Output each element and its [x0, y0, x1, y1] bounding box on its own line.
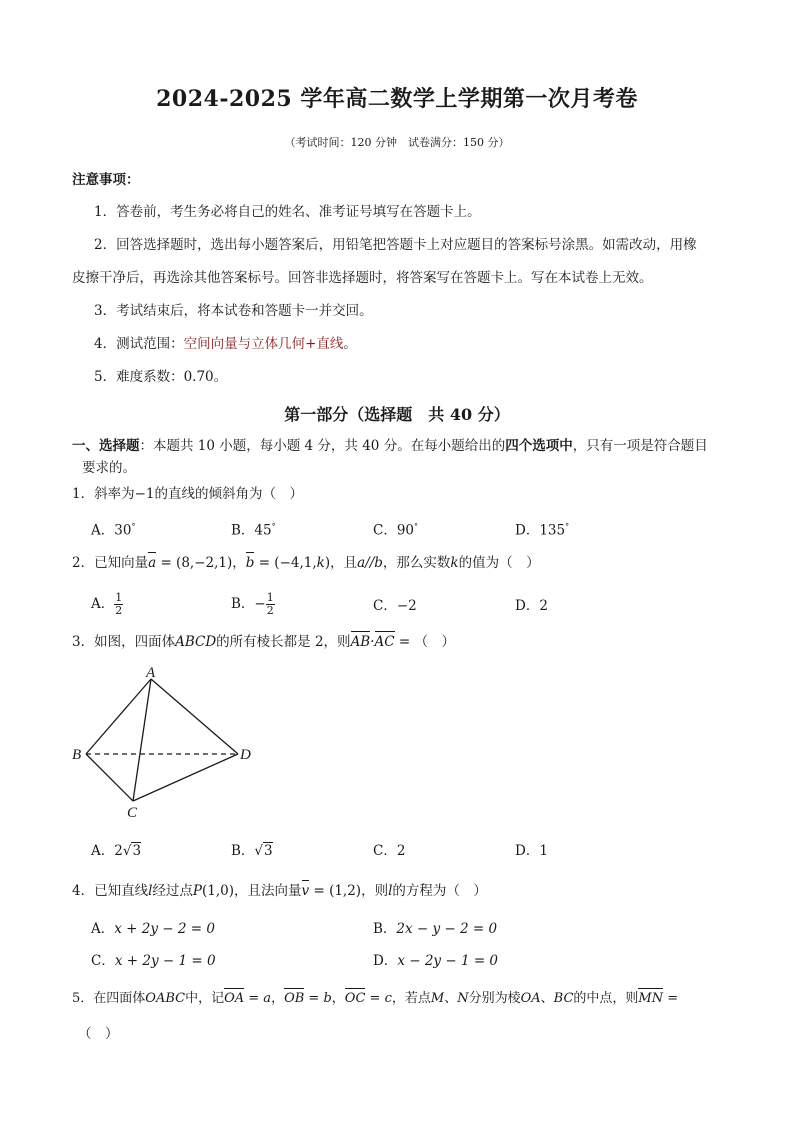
separator: 、	[540, 991, 554, 1006]
notice-item-5: 5．难度系数：0.70。	[94, 369, 228, 385]
question-3-option-b	[231, 842, 273, 860]
degree-mark: °	[271, 522, 276, 531]
point-p: P	[192, 883, 203, 899]
notice-item-4	[94, 335, 357, 353]
q4-a-label: A．	[91, 921, 115, 937]
notice-item-3: 3．考试结束后，将本试卷和答题卡一并交回。	[94, 303, 373, 319]
question-2-option-b	[231, 592, 275, 617]
q4-d-label: D．	[373, 953, 398, 969]
q5-eq: =	[663, 991, 679, 1006]
exam-title: 2024-2025 学年高二数学上学期第一次月考卷	[156, 86, 638, 112]
question-4-option-a	[91, 920, 215, 938]
edge-cd	[133, 754, 238, 801]
q1-c-text: C．90	[373, 522, 415, 539]
q4-d-eq: x − 2y − 1 = 0	[397, 953, 499, 969]
numerator: 1	[266, 591, 274, 604]
question-2-option-c: C．−2	[373, 598, 417, 614]
test-range: 空间向量与立体几何+直线	[183, 336, 344, 352]
numerator: 1	[115, 591, 123, 604]
point-m: M	[430, 991, 445, 1006]
q1-b-text: B．45	[231, 522, 272, 539]
vertex-label-b: B	[72, 747, 82, 763]
question-4-option-b	[373, 920, 497, 938]
intro-part-b: ：本题共 10 小题，每小题 4 分，共 40 分。在每小题给出的	[139, 438, 506, 454]
section-intro-cont: 要求的。	[82, 460, 136, 476]
intro-part-d: ，只有一项是符合题目	[572, 438, 708, 454]
q4-c-label: C．	[91, 953, 115, 969]
vector-ob: OB	[284, 991, 305, 1006]
q5-part: 的中点，则	[573, 991, 639, 1006]
question-4-option-d	[373, 952, 498, 970]
q1-a-text: A．30	[91, 522, 132, 539]
q4-c-eq: x + 2y − 1 = 0	[114, 953, 216, 969]
question-3-option-d: D．1	[515, 843, 548, 859]
vertex-label-c: C	[127, 805, 138, 821]
notice-item-2: 2．回答选择题时，选出每小题答案后，用铅笔把答题卡上对应题目的答案标号涂黑。如需改动，用橡	[94, 237, 697, 253]
q5-eq: = c	[365, 991, 392, 1006]
question-4-option-c	[91, 952, 216, 970]
q4-part: ，且法向量	[234, 883, 302, 899]
notice-item-2-cont: 皮擦干净后，再选涂其他答案标号。回答非选择题时，将答案写在答题卡上。写在本试卷上无效。	[72, 270, 653, 286]
q4-b-label: B．	[373, 921, 397, 937]
q3-a-label: A．2	[91, 843, 123, 859]
q4-a-eq: x + 2y − 2 = 0	[114, 921, 215, 937]
point-n: N	[457, 991, 469, 1006]
vector-ab: AB	[350, 634, 371, 650]
q2-b-label: B．−	[231, 596, 266, 612]
question-1-option-b	[231, 518, 276, 540]
question-4-stem	[72, 882, 487, 900]
q4-part: 的方程为（ ）	[392, 883, 487, 899]
question-3-option-a	[91, 842, 141, 860]
vector-mn: MN	[638, 991, 664, 1006]
q2-part: )，且	[324, 555, 358, 571]
dot-operator: ·	[370, 634, 375, 650]
q4-b-eq: 2x − y − 2 = 0	[396, 921, 498, 937]
notice-item-4-end: 。	[343, 336, 357, 352]
parallel-expr: a//b	[357, 555, 383, 571]
q2-part: = (−4,1,	[254, 555, 317, 571]
degree-mark: °	[565, 522, 570, 531]
question-5-paren: （ ）	[78, 1026, 119, 1042]
radicand: 3	[264, 843, 273, 859]
edge-bc: BC	[553, 991, 574, 1006]
degree-mark: °	[414, 522, 419, 531]
question-1-option-a	[91, 518, 135, 540]
q4-part: = (1,2)，则	[309, 883, 389, 899]
q2-a-label: A．	[91, 596, 115, 612]
q3-b-label: B．	[231, 843, 255, 859]
q4-part: 4．已知直线	[72, 883, 149, 899]
exam-subtitle: （考试时间：120 分钟 试卷满分：150 分）	[284, 136, 510, 149]
sqrt-sign: √	[254, 843, 264, 859]
notice-item-1: 1．答卷前，考生务必将自己的姓名、准考证号填写在答题卡上。	[94, 204, 481, 220]
edge-ad	[151, 679, 238, 754]
q2-part: ，那么实数	[382, 555, 451, 571]
section-title: 第一部分（选择题 共 40 分）	[284, 405, 510, 424]
q5-part: 中，记	[185, 991, 225, 1006]
q3-part: 3．如图，四面体	[72, 634, 176, 650]
edge-oa: OA	[520, 991, 541, 1006]
question-1-option-c	[373, 518, 418, 540]
denominator: 2	[266, 604, 274, 617]
notice-item-4-label: 4．测试范围：	[94, 336, 184, 352]
q5-part: 5．在四面体	[72, 991, 146, 1006]
intro-part-c: 四个选项中	[505, 438, 573, 454]
question-3-stem	[72, 633, 455, 651]
degree-mark: °	[131, 522, 136, 531]
vector-oc: OC	[344, 991, 366, 1006]
question-1-stem: 1．斜率为−1的直线的倾斜角为（ ）	[72, 486, 303, 502]
tetrahedron-name: ABCD	[175, 634, 217, 650]
vector-b: b	[245, 555, 255, 571]
denominator: 2	[115, 604, 123, 617]
radicand: 3	[132, 843, 142, 859]
question-2-option-d: D．2	[515, 598, 548, 614]
q2-part: 2．已知向量	[72, 555, 149, 571]
tetrahedron-name: OABC	[145, 991, 186, 1006]
vertex-label-d: D	[240, 747, 251, 763]
vector-ac: AC	[374, 634, 395, 650]
point-coords: (1,0)	[202, 883, 235, 899]
vector-a: a	[148, 555, 157, 571]
line-l: l	[148, 883, 153, 899]
sqrt-sign: √	[122, 843, 132, 859]
q3-part: 的所有棱长都是 2，则	[216, 634, 351, 650]
q4-part: 经过点	[152, 883, 193, 899]
q5-eq: = a	[244, 991, 272, 1006]
q5-part: ，若点	[391, 991, 431, 1006]
fraction	[266, 592, 275, 617]
q1-d-text: D．135	[515, 522, 566, 539]
var-k: k	[316, 555, 325, 571]
tetrahedron-figure	[68, 665, 268, 825]
q3-part: = （ ）	[394, 634, 456, 650]
separator: 、	[444, 991, 458, 1006]
intro-part-a: 一、选择题	[72, 438, 140, 454]
edge-bc	[86, 754, 133, 801]
question-2-option-a	[91, 592, 123, 617]
question-5-stem: 5．在四面体OABC中，记OA = a，OB = b，OC = c，若点M、N分别为棱OA、BC的中点，则MN =	[72, 991, 679, 1006]
line-l: l	[388, 883, 393, 899]
question-3-option-c: C．2	[373, 843, 406, 859]
q5-part: 分别为棱	[468, 991, 521, 1006]
question-1-option-d	[515, 518, 569, 540]
q2-part: 的值为（ ）	[458, 555, 540, 571]
q2-part: = (8,−2,1)，	[156, 555, 246, 571]
question-2-stem	[72, 554, 540, 572]
vector-oa: OA	[224, 991, 245, 1006]
notice-heading: 注意事项：	[72, 172, 140, 188]
normal-vector: v	[301, 883, 310, 899]
var-k: k	[450, 555, 459, 571]
section-intro	[72, 437, 708, 455]
vertex-label-a: A	[146, 665, 156, 681]
fraction	[114, 592, 123, 617]
q5-eq: = b	[304, 991, 332, 1006]
